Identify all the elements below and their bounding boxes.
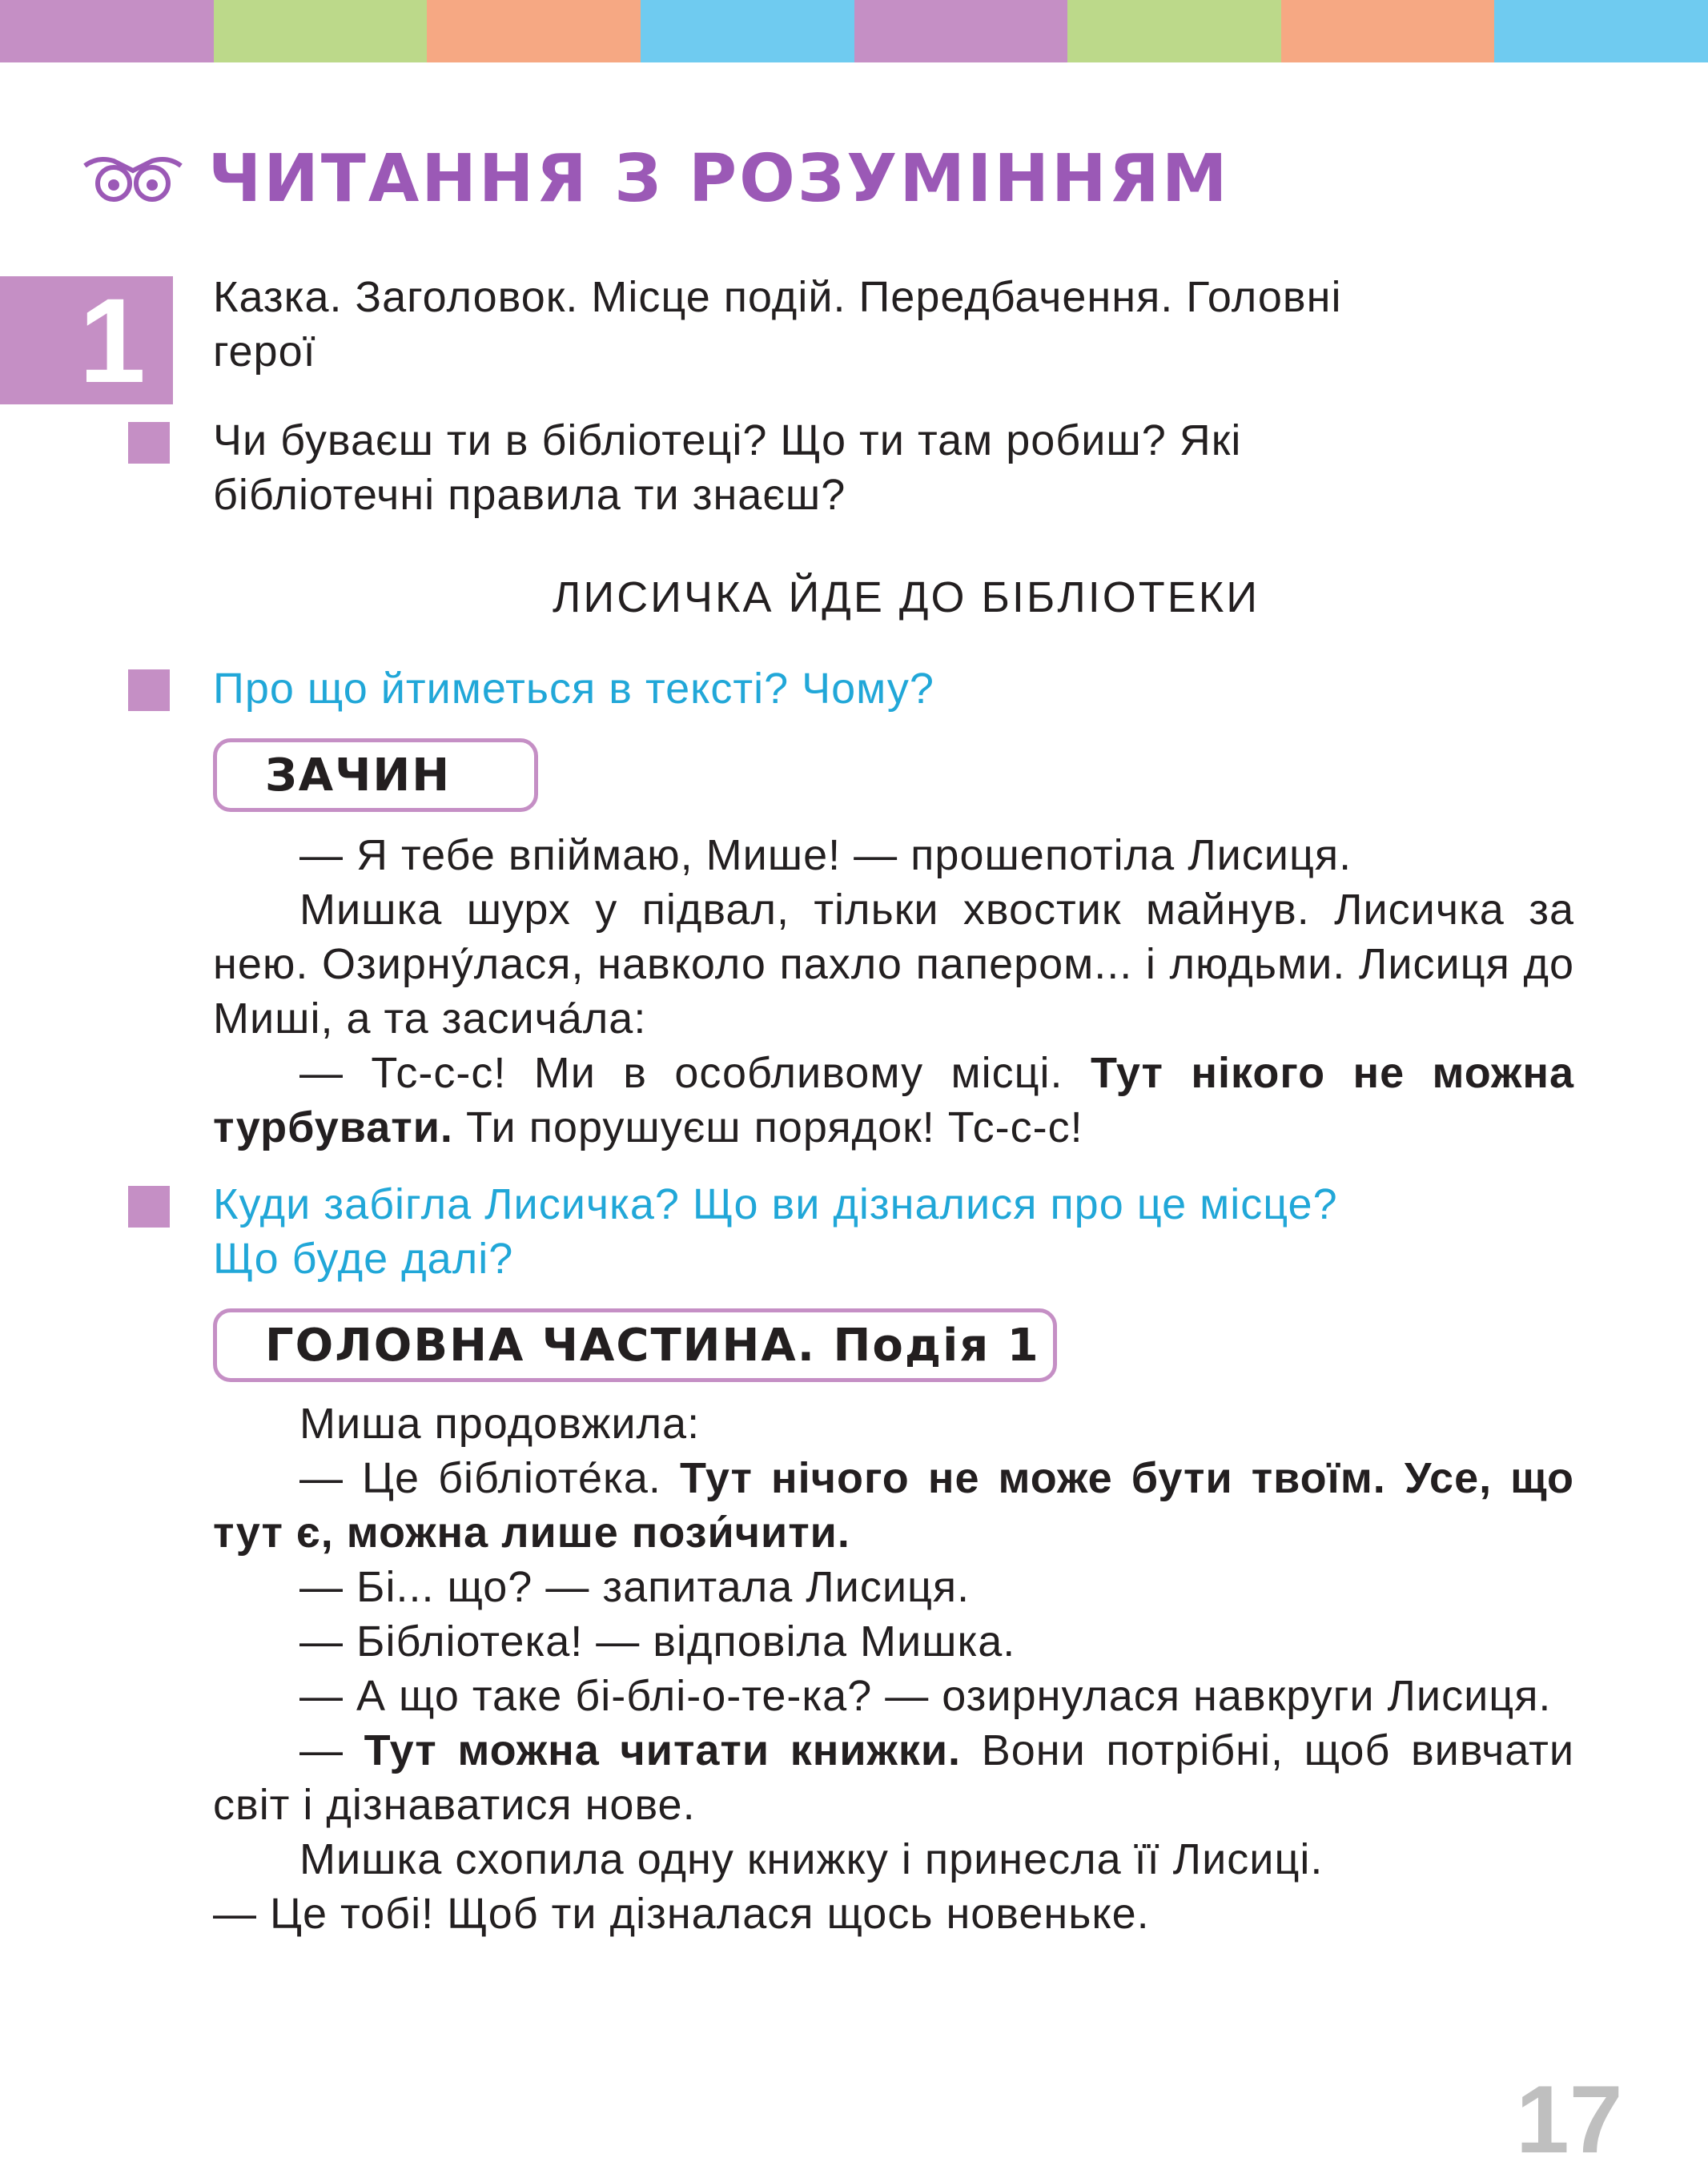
stripe [1281, 0, 1495, 62]
stripe [854, 0, 1068, 62]
intro-question-line: бібліотечні правила ти знаєш? [213, 471, 846, 519]
paragraph: — Я тебе впіймаю, Мише! — прошепотіла Лисиця. [299, 831, 1352, 879]
question-line: Що буде далі? [213, 1235, 514, 1283]
color-stripes-bar [0, 0, 1708, 62]
bold-text: Тут нікого не можна турбувати. [213, 1049, 1574, 1151]
text-run: — Тс-с-с! Ми в особливому місці. [299, 1049, 1091, 1097]
section-label-main: ГОЛОВНА ЧАСТИНА. Подія 1 [213, 1308, 1057, 1382]
lesson-topic [213, 270, 1574, 379]
section-label-intro: ЗАЧИН [213, 738, 538, 812]
lesson-topic-line: Казка. Заголовок. Місце подій. Передбачення. Головні [213, 273, 1342, 321]
stripe [214, 0, 428, 62]
text-run: — [299, 1726, 364, 1774]
paragraph: Мишка шурх у підвал, тільки хвостик майнув. Лисичка за нею. Озирну́лася, навколо пахло папером... і людьми. Лисиця до Миші, а та засича́ла: [213, 886, 1574, 1043]
stripe [427, 0, 641, 62]
paragraph [213, 1046, 1574, 1155]
bullet-square [128, 422, 170, 464]
paragraph: Миша продовжила: [299, 1400, 701, 1448]
story-title: ЛИСИЧКА ЙДЕ ДО БІБЛІОТЕКИ [552, 573, 1260, 621]
paragraph: Мишка схопила одну книжку і принесла її Лисиці. [299, 1835, 1324, 1883]
owl-eyes-icon [82, 155, 184, 203]
text-run: Ти порушуєш порядок! Тс-с-с! [452, 1103, 1083, 1151]
page-title: ЧИТАННЯ З РОЗУМІННЯМ [208, 140, 1230, 217]
text-run: Вони потрібні, щоб вивчати світ і дізнаватися нове. [213, 1726, 1574, 1829]
section-header [82, 135, 1229, 223]
paragraph: — Бі... що? — запитала Лисиця. [299, 1563, 971, 1611]
paragraph: — Це тобі! Щоб ти дізналася щось новеньке. [213, 1890, 1150, 1938]
stripe [641, 0, 854, 62]
bold-text: Тут можна читати книжки. [364, 1726, 962, 1774]
question-place [213, 1177, 1574, 1286]
bullet-square [128, 669, 170, 711]
story-main-text [213, 1396, 1574, 1941]
intro-question [213, 413, 1574, 522]
stripe [1494, 0, 1708, 62]
stripe [0, 0, 214, 62]
bold-text: Тут нічого не може бути твоїм. Усе, що тут є, можна лише пози́чити. [213, 1454, 1574, 1557]
paragraph: — А що таке бі-блі-о-те-ка? — озирнулася навкруги Лисиця. [299, 1672, 1552, 1720]
paragraph [213, 1451, 1574, 1560]
lesson-topic-line: герої [213, 328, 316, 376]
paragraph [213, 1723, 1574, 1832]
question-prediction: Про що йтиметься в тексті? Чому? [213, 665, 934, 713]
intro-question-line: Чи буваєш ти в бібліотеці? Що ти там робиш? Які [213, 416, 1242, 464]
stripe [1067, 0, 1281, 62]
question-line: Куди забігла Лисичка? Що ви дізналися про це місце? [213, 1180, 1338, 1228]
page-number: 17 [1516, 2066, 1623, 2173]
paragraph: — Бібліотека! — відповіла Мишка. [299, 1617, 1016, 1666]
text-run: — Це бібліоте́ка. [299, 1454, 680, 1502]
bullet-square [128, 1186, 170, 1228]
lesson-number-badge: 1 [0, 276, 173, 404]
story-intro-text [213, 828, 1574, 1155]
